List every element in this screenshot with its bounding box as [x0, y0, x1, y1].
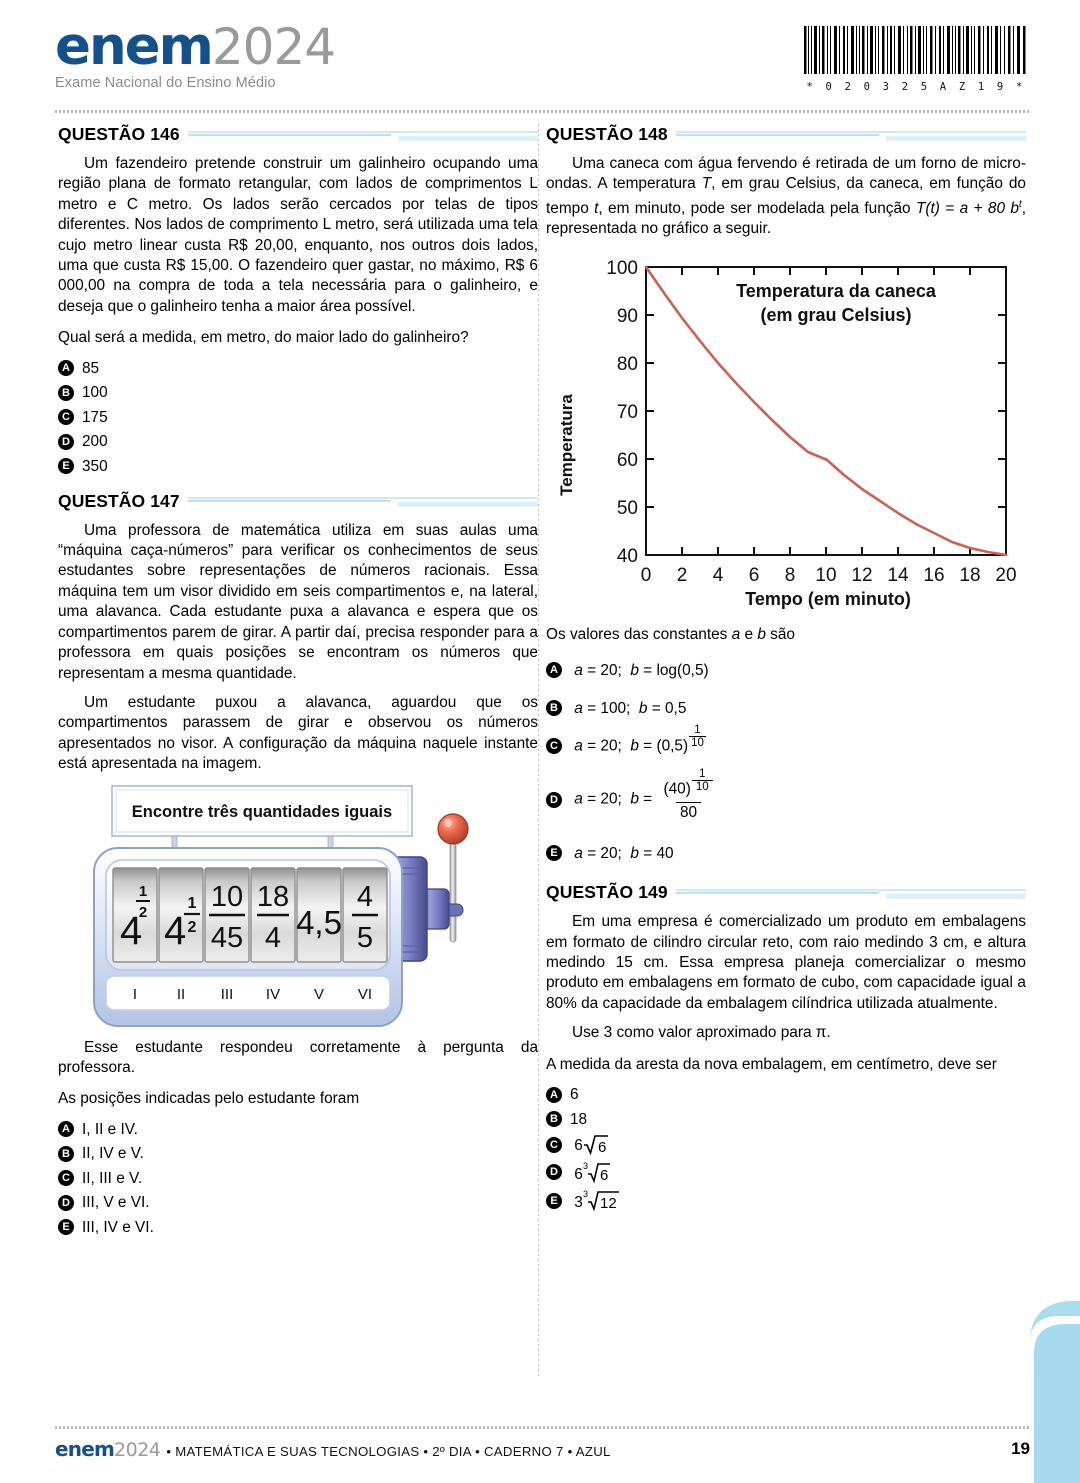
question-header-bar	[188, 128, 538, 142]
svg-text:4: 4	[264, 921, 282, 954]
svg-text:4,5: 4,5	[296, 903, 342, 941]
q148-text-d: , representada no gráfico a seguir.	[546, 199, 1026, 238]
alternative-text: 200	[82, 433, 108, 451]
machine-banner-text: Encontre três quantidades iguais	[131, 802, 393, 821]
alternative-text: a = 20; b = 40	[574, 844, 674, 862]
footer-divider	[55, 1426, 1030, 1429]
question-149	[546, 882, 1026, 1213]
svg-text:2: 2	[187, 918, 197, 936]
q148-var-t: t	[594, 199, 599, 217]
question-146-paragraph-1: Um fazendeiro pretende construir um galinheiro ocupando uma região plana de formato retangular, com lados de comprimentos L metro e C metro. Os lados serão cercados por telas de tipos diferentes. Nos lados de comprimento L metro, será utilizada uma tela cujo metro linear custa R$ 20,00, enquanto, nos outros dois lados, uma que custa R$ 15,00. O fazendeiro quer gastar, no máximo, R$ 6 000,00 na compra de toda a tela necessária para o galinheiro, e deseja que o galinheiro tenha a maior área possível.	[58, 155, 538, 315]
alternative-letter: C	[546, 738, 562, 754]
question-147-prompt: As posições indicadas pelo estudante foram	[58, 1090, 360, 1108]
question-149-alternatives	[546, 1084, 1026, 1213]
page-header	[55, 18, 1030, 108]
chart-ytick-90: 90	[616, 305, 638, 327]
alternative-text: 85	[82, 359, 100, 377]
question-148-header	[546, 124, 1026, 145]
machine-position-labels	[106, 976, 390, 1010]
alternative-letter: E	[58, 1219, 74, 1235]
alternative-text: 6 3 6	[570, 1160, 611, 1185]
alternative-a[interactable]	[546, 657, 1026, 683]
alternative-text: II, III e V.	[82, 1169, 143, 1187]
svg-text:1: 1	[138, 882, 148, 900]
exam-subtitle: Exame Nacional do Ensino Médio	[55, 75, 276, 91]
alternative-letter: A	[546, 662, 562, 678]
position-label-5: V	[313, 985, 325, 1003]
alternative-text: a = 20; b = (40) $\frac{1}{10}$ 80	[570, 777, 721, 822]
svg-text:45: 45	[210, 921, 244, 954]
chart-ytick-80: 80	[616, 353, 638, 375]
position-label-2: II	[176, 985, 186, 1003]
alternative-d[interactable]	[58, 1192, 538, 1213]
header-divider	[55, 110, 1030, 113]
alternative-text: 100	[82, 384, 108, 402]
question-147-paragraph-1: Uma professora de matemática utiliza em suas aulas uma “máquina caça-números” para verificar os conhecimentos de seus estudantes sobre representações de números racionais. Essa máquina tem um visor dividido em seis compartimentos e, na lateral, uma alavanca. Cada estudante puxa a alavanca e espera que os compartimentos parem de girar. A partir daí, precisa responder para a professora em quais posições se encontram os números que representam a mesma quantidade.	[58, 521, 538, 682]
alternative-text: 3 3 12	[570, 1188, 621, 1213]
enem-logo-year: 2024	[211, 18, 336, 76]
question-148-title: QUESTÃO 148	[546, 124, 668, 144]
question-146-alternatives	[58, 358, 538, 477]
question-header-bar	[676, 886, 1026, 900]
question-148-paragraph-1	[546, 154, 1026, 240]
alternative-e[interactable]	[58, 1217, 538, 1238]
alternative-letter: D	[58, 1195, 74, 1211]
number-machine-svg	[88, 784, 508, 1032]
alternative-letter: B	[546, 1111, 562, 1127]
alternative-letter: E	[58, 458, 74, 474]
alternative-c[interactable]	[546, 1133, 1026, 1156]
cbrt-12-icon	[583, 1188, 621, 1212]
chart-title-line1: Temperatura da caneca	[736, 280, 936, 301]
alternative-b[interactable]	[546, 695, 1026, 721]
q148-text-a: Uma caneca com água fervendo é retirada de um forno de micro-ondas. A temperatura	[546, 155, 1026, 193]
alternative-letter: B	[546, 700, 562, 716]
svg-text:18: 18	[256, 880, 290, 913]
alternative-text: I, II e IV.	[82, 1120, 138, 1138]
alternative-text: a = 100; b = 0,5	[574, 699, 687, 717]
q148-text-b: , em grau Celsius, da caneca, em função do tempo	[546, 175, 1026, 217]
chart-xtick-6: 6	[748, 564, 760, 586]
question-147-paragraph-3: Esse estudante respondeu corretamente à pergunta da professora.	[58, 1038, 538, 1076]
alternative-text: 6	[570, 1086, 579, 1103]
alternative-d[interactable]	[546, 1160, 1026, 1185]
alternative-a[interactable]	[58, 1119, 538, 1140]
question-header-bar	[188, 494, 538, 508]
question-146-title: QUESTÃO 146	[58, 124, 180, 144]
footer-logo-year: 2024	[114, 1439, 161, 1461]
alternative-letter: E	[546, 1193, 562, 1209]
alternative-letter: B	[58, 385, 74, 401]
chart-xtick-0: 0	[640, 564, 652, 586]
left-column	[58, 124, 538, 1241]
chart-ytick-100: 100	[606, 257, 638, 279]
alternative-text: a = 20; b = log(0,5)	[574, 661, 709, 679]
question-147-paragraph-2: Um estudante puxou a alavanca, aguardou que os compartimentos parassem de girar e observou os números apresentados no visor. A configuração da máquina naquele instante está apresentada na imagem.	[58, 693, 538, 773]
footer-left	[55, 1437, 611, 1461]
svg-text:3: 3	[582, 1160, 588, 1171]
page-number: 19	[1011, 1439, 1030, 1458]
question-149-header	[546, 882, 1026, 903]
chart-xtick-16: 16	[923, 564, 945, 586]
svg-text:1: 1	[187, 894, 197, 912]
alternative-letter: D	[546, 792, 562, 808]
alternative-letter: A	[58, 1121, 74, 1137]
alternative-letter: A	[546, 1087, 562, 1103]
temperature-chart	[546, 249, 1026, 614]
alternative-e[interactable]	[546, 1188, 1026, 1213]
cbrt-6-icon	[583, 1160, 611, 1184]
barcode-number: * 0 2 0 3 2 5 A Z 1 9 *	[806, 81, 1026, 93]
chart-xtick-4: 4	[712, 564, 724, 586]
alternative-text: 6 6	[570, 1133, 609, 1156]
machine-banner	[112, 786, 412, 836]
position-label-6: VI	[357, 985, 373, 1003]
q148-formula: T(t) = a + 80 b	[915, 199, 1019, 217]
chart-ytick-60: 60	[616, 449, 638, 471]
alternative-letter: D	[58, 434, 74, 450]
question-149-title: QUESTÃO 149	[546, 882, 668, 903]
chart-title-line2: (em grau Celsius)	[760, 304, 912, 325]
right-column	[546, 124, 1026, 1217]
alternative-text: a = 20; b = (0,5) $\frac{1}{10}$	[574, 723, 704, 755]
question-149-prompt: A medida da aresta da nova embalagem, em centímetro, deve ser	[546, 1055, 997, 1073]
alternative-text: III, IV e VI.	[82, 1218, 154, 1236]
position-label-3: III	[220, 985, 234, 1003]
lever-knob-icon	[438, 814, 468, 844]
chart-xlabel: Tempo (em minuto)	[745, 588, 911, 609]
svg-text:6: 6	[597, 1139, 607, 1155]
question-147-title: QUESTÃO 147	[58, 490, 180, 511]
svg-text:10: 10	[210, 880, 244, 913]
chart-xtick-8: 8	[784, 564, 796, 586]
alternative-letter: C	[546, 1137, 562, 1153]
enem-logo-word: enem	[55, 16, 212, 77]
alternative-c[interactable]	[58, 407, 538, 428]
svg-text:2: 2	[138, 903, 148, 921]
question-header-bar	[676, 128, 1026, 142]
question-146	[58, 124, 538, 477]
question-147-header	[58, 491, 538, 512]
display-cell-5-value	[296, 904, 342, 941]
alternative-c[interactable]	[58, 1168, 538, 1189]
barcode-bars	[802, 26, 1030, 74]
column-divider	[538, 124, 539, 1379]
alternative-letter: B	[58, 1146, 74, 1162]
chart-ytick-40: 40	[616, 545, 638, 567]
question-147-alternatives	[58, 1119, 538, 1238]
alternative-text: II, IV e V.	[82, 1145, 144, 1163]
alternative-b[interactable]	[58, 1143, 538, 1164]
chart-xtick-14: 14	[887, 564, 909, 586]
footer-logo-word: enem	[55, 1437, 115, 1461]
alternative-letter: D	[546, 1164, 562, 1180]
alternative-a[interactable]	[58, 358, 538, 379]
svg-text:4: 4	[120, 908, 143, 953]
chart-xtick-12: 12	[851, 564, 873, 586]
alternative-b[interactable]	[58, 382, 538, 403]
question-148-prompt: Os valores das constantes a e b são	[546, 625, 795, 643]
alternative-d[interactable]	[546, 767, 1026, 822]
alternative-text: III, V e VI.	[82, 1194, 150, 1212]
alternative-text: 175	[82, 408, 108, 426]
question-146-header	[58, 124, 538, 145]
alternative-b[interactable]	[546, 1109, 1026, 1130]
svg-text:6: 6	[599, 1166, 609, 1184]
barcode	[802, 26, 1030, 93]
chart-xtick-10: 10	[815, 564, 837, 586]
svg-text:5: 5	[356, 921, 374, 954]
alternative-letter: E	[546, 845, 562, 861]
position-label-1: I	[132, 985, 138, 1003]
alternative-letter: C	[58, 409, 74, 425]
number-machine-figure	[58, 784, 538, 1032]
chart-xtick-18: 18	[959, 564, 981, 586]
alternative-c[interactable]	[546, 723, 1026, 759]
alternative-text: 18	[570, 1110, 588, 1128]
alternative-e[interactable]	[546, 840, 1026, 866]
question-148	[546, 124, 1026, 866]
question-147	[58, 491, 538, 1238]
chart-ylabel: Temperatura	[557, 393, 576, 496]
q148-formula-exp: t	[1018, 198, 1022, 210]
alternative-d[interactable]	[58, 431, 538, 452]
alternative-letter: A	[58, 360, 74, 376]
alternative-letter: C	[58, 1170, 74, 1186]
chart-xtick-20: 20	[995, 564, 1017, 586]
position-label-4: IV	[265, 985, 281, 1003]
svg-text:12: 12	[599, 1195, 617, 1212]
svg-text:3: 3	[582, 1189, 588, 1199]
question-149-paragraph-1: Em uma empresa é comercializado um produto em embalagens em formato de cilindro circular reto, com raio medindo 3 cm, e altura medindo 15 cm. Essa empresa planeja comercializar o mesmo produto em embalagens em formato de cubo, com capacidade igual a 80% da capacidade da embalagem cilíndrica utilizada atualmente.	[546, 913, 1026, 1012]
alternative-a[interactable]	[546, 1084, 1026, 1105]
question-148-alternatives	[546, 657, 1026, 866]
q148-var-T: T	[701, 175, 712, 193]
chart-ytick-70: 70	[616, 401, 638, 423]
alternative-text: 350	[82, 457, 108, 475]
temperature-chart-svg	[546, 249, 1026, 609]
footer-text: • MATEMÁTICA E SUAS TECNOLOGIAS • 2º DIA • CADERNO 7 • AZUL	[166, 1444, 611, 1459]
svg-text:4: 4	[356, 880, 374, 913]
question-149-paragraph-2: Use 3 como valor aproximado para π.	[572, 1024, 831, 1042]
q148-text-c: , em minuto, pode ser modelada pela função	[598, 199, 916, 217]
chart-xtick-2: 2	[676, 564, 688, 586]
svg-text:4: 4	[164, 908, 187, 953]
sqrt-6-icon	[583, 1133, 609, 1155]
page-footer	[55, 1434, 1030, 1464]
chart-ytick-50: 50	[616, 497, 638, 519]
question-146-prompt: Qual será a medida, em metro, do maior lado do galinheiro?	[58, 329, 469, 347]
alternative-e[interactable]	[58, 456, 538, 477]
